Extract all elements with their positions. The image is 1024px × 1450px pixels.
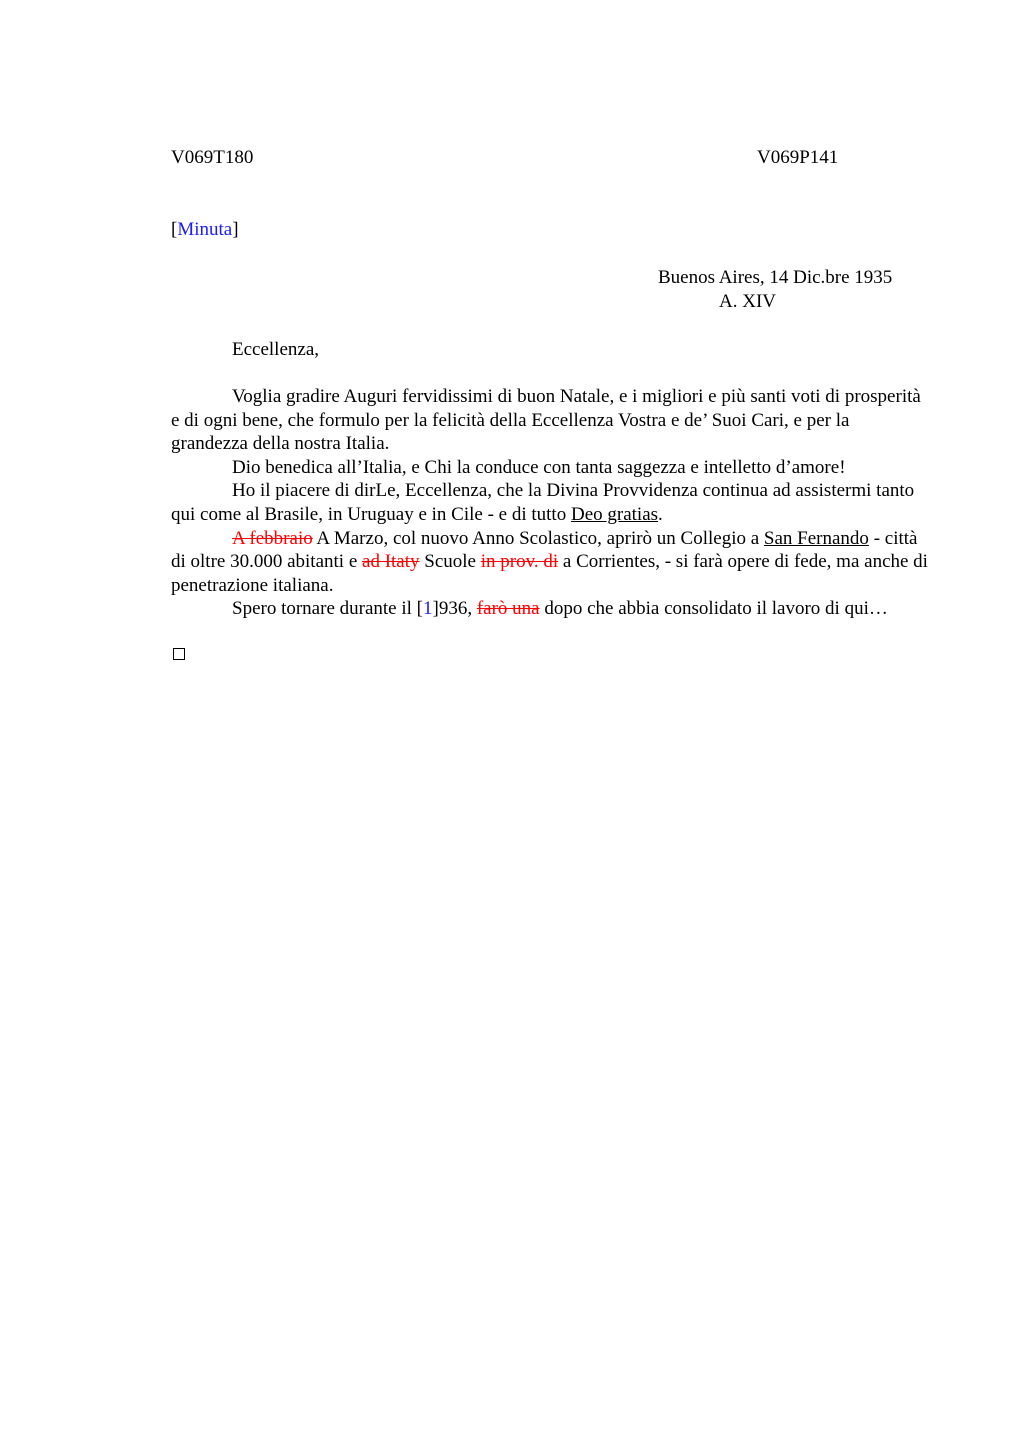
year-bracket-number: 1 xyxy=(422,598,433,620)
paragraph-1: Voglia gradire Auguri fervidissimi di buon Natale, e i migliori e più santi voti di prosperità e di ogni bene, che formulo per la felicità della Eccellenza Vostra e de’ Suoi Cari, e per la grandezza della nostra Italia. xyxy=(171,386,921,455)
deleted-faro-una: farò una xyxy=(476,598,540,620)
paragraph-4 xyxy=(171,527,931,598)
note-open-bracket: [ xyxy=(171,219,178,240)
deleted-ad-itaty: ad Itaty xyxy=(362,551,420,573)
paragraph-3 xyxy=(171,479,931,526)
paragraph-5-text-3: dopo che abbia consolidato il lavoro di qui… xyxy=(539,598,888,620)
dateline-place-date: Buenos Aires, 14 Dic.bre 1935 xyxy=(658,267,893,288)
header-left-code: V069T180 xyxy=(171,147,254,168)
paragraph-4-text-3: Scuole xyxy=(419,551,481,573)
deleted-a-febbraio: A febbraio xyxy=(232,527,313,549)
paragraph-4-text-4: a Corrientes, - si farà opere di fede, ma anche di penetrazione italiana. xyxy=(171,551,928,596)
san-fernando: San Fernando xyxy=(763,527,869,549)
note-label: Minuta xyxy=(177,219,233,240)
paragraph-5 xyxy=(171,597,931,621)
deleted-in-prov-di: in prov. di xyxy=(480,551,559,573)
paragraph-4-text-1: A Marzo, col nuovo Anno Scolastico, aprirò un Collegio a xyxy=(312,527,764,549)
letter-body xyxy=(171,385,931,621)
paragraph-2: Dio benedica all’Italia, e Chi la conduce con tanta saggezza e intelletto d’amore! xyxy=(232,456,846,478)
paragraph-3-text: Ho il piacere di dirLe, Eccellenza, che la Divina Provvidenza continua ad assistermi tanto qui come al Brasile, in Uruguay e in Cile - e di tutto xyxy=(171,480,915,525)
deo-gratias: Deo gratias xyxy=(570,503,659,525)
paragraph-5-text-1: Spero tornare durante il xyxy=(232,598,417,620)
note-close-bracket: ] xyxy=(232,219,239,240)
salutation: Eccellenza, xyxy=(232,339,320,360)
minuta-note xyxy=(171,218,239,241)
paragraph-3-end: . xyxy=(658,503,663,525)
empty-square-icon xyxy=(173,648,185,660)
dateline-era: A. XIV xyxy=(719,291,776,312)
year-bracket-open: [ xyxy=(416,598,423,620)
paragraph-4-text-2: - città di oltre 30.000 abitanti e xyxy=(171,527,918,573)
header-right-code: V069P141 xyxy=(757,147,839,168)
paragraph-5-text-2: 936, xyxy=(438,598,477,620)
year-bracket-close: ] xyxy=(432,598,439,620)
